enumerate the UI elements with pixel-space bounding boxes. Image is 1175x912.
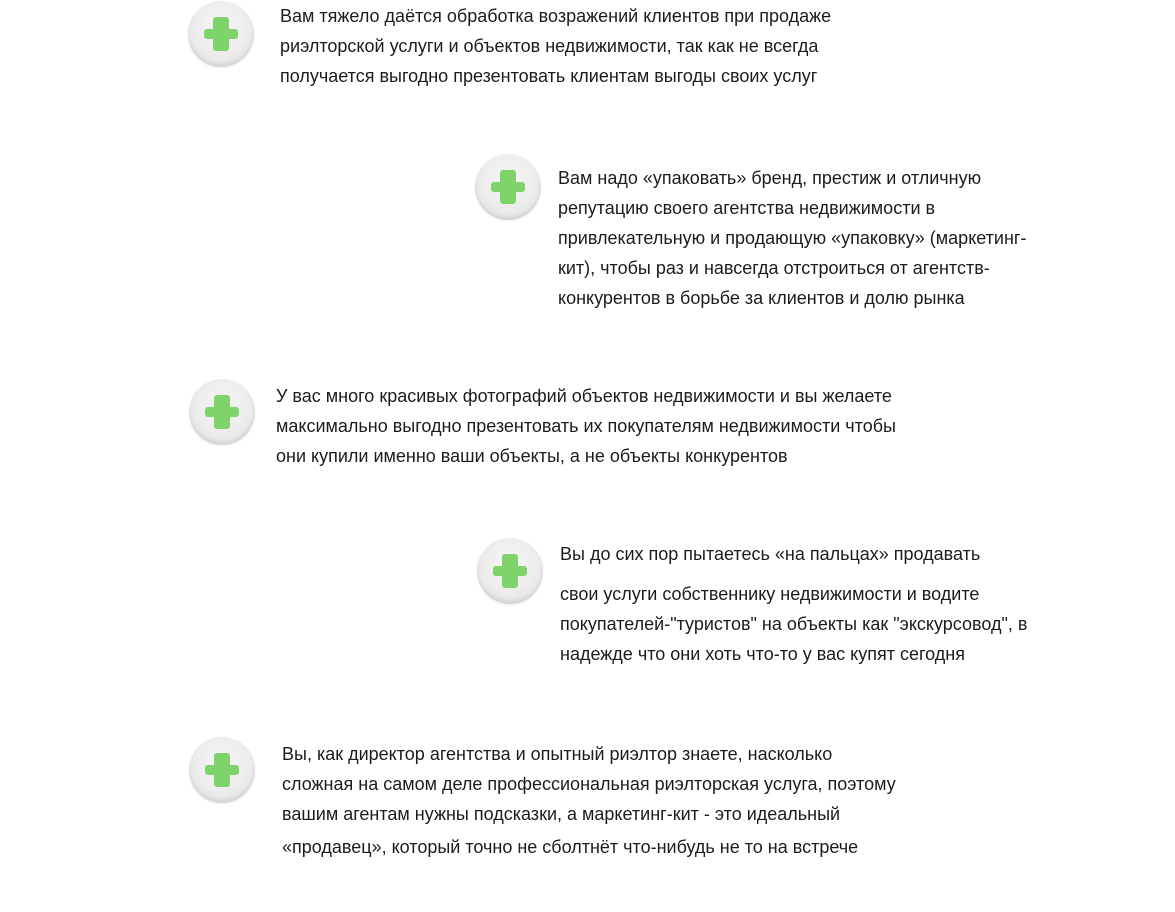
- plus-icon: [189, 379, 255, 445]
- text-line: кит), чтобы раз и навсегда отстроиться от агентств-: [558, 258, 990, 278]
- plus-icon: [188, 1, 254, 67]
- plus-icon: [189, 737, 255, 803]
- text-line: У вас много красивых фотографий объектов недвижимости и вы желаете: [276, 386, 892, 406]
- feature-text-5: [282, 739, 896, 862]
- text-line: вашим агентам нужны подсказки, а маркетинг-кит - это идеальный: [282, 804, 841, 824]
- feature-text-4: [560, 539, 1027, 669]
- text-line: Вам надо «упаковать» бренд, престиж и отличную: [558, 168, 982, 188]
- text-line: максимально выгодно презентовать их покупателям недвижимости чтобы: [276, 416, 896, 436]
- text-line: свои услуги собственнику недвижимости и водите: [560, 584, 980, 604]
- text-line: риэлторской услуги и объектов недвижимости, так как не всегда: [280, 36, 819, 56]
- text-line: Вы, как директор агентства и опытный риэлтор знаете, насколько: [282, 744, 833, 764]
- text-line: Вы до сих пор пытаетесь «на пальцах» продавать: [560, 544, 981, 564]
- plus-icon: [475, 154, 541, 220]
- feature-text-1: [280, 1, 831, 91]
- text-line: сложная на самом деле профессиональная риэлторская услуга, поэтому: [282, 774, 896, 794]
- text-line: конкурентов в борьбе за клиентов и долю рынка: [558, 288, 965, 308]
- feature-text-2: [558, 163, 1026, 313]
- feature-text-3: [276, 381, 896, 471]
- text-line: «продавец», который точно не сболтнёт что-нибудь не то на встрече: [282, 837, 859, 857]
- text-line: репутацию своего агентства недвижимости в: [558, 198, 936, 218]
- text-line: привлекательную и продающую «упаковку» (маркетинг-: [558, 228, 1027, 248]
- text-line: получается выгодно презентовать клиентам выгоды своих услуг: [280, 66, 818, 86]
- text-line: покупателей-"туристов" на объекты как "экскурсовод", в: [560, 614, 1028, 634]
- text-line: они купили именно ваши объекты, а не объекты конкурентов: [276, 446, 788, 466]
- text-line: Вам тяжело даётся обработка возражений клиентов при продаже: [280, 6, 832, 26]
- text-line: надежде что они хоть что-то у вас купят сегодня: [560, 644, 965, 664]
- plus-icon: [477, 538, 543, 604]
